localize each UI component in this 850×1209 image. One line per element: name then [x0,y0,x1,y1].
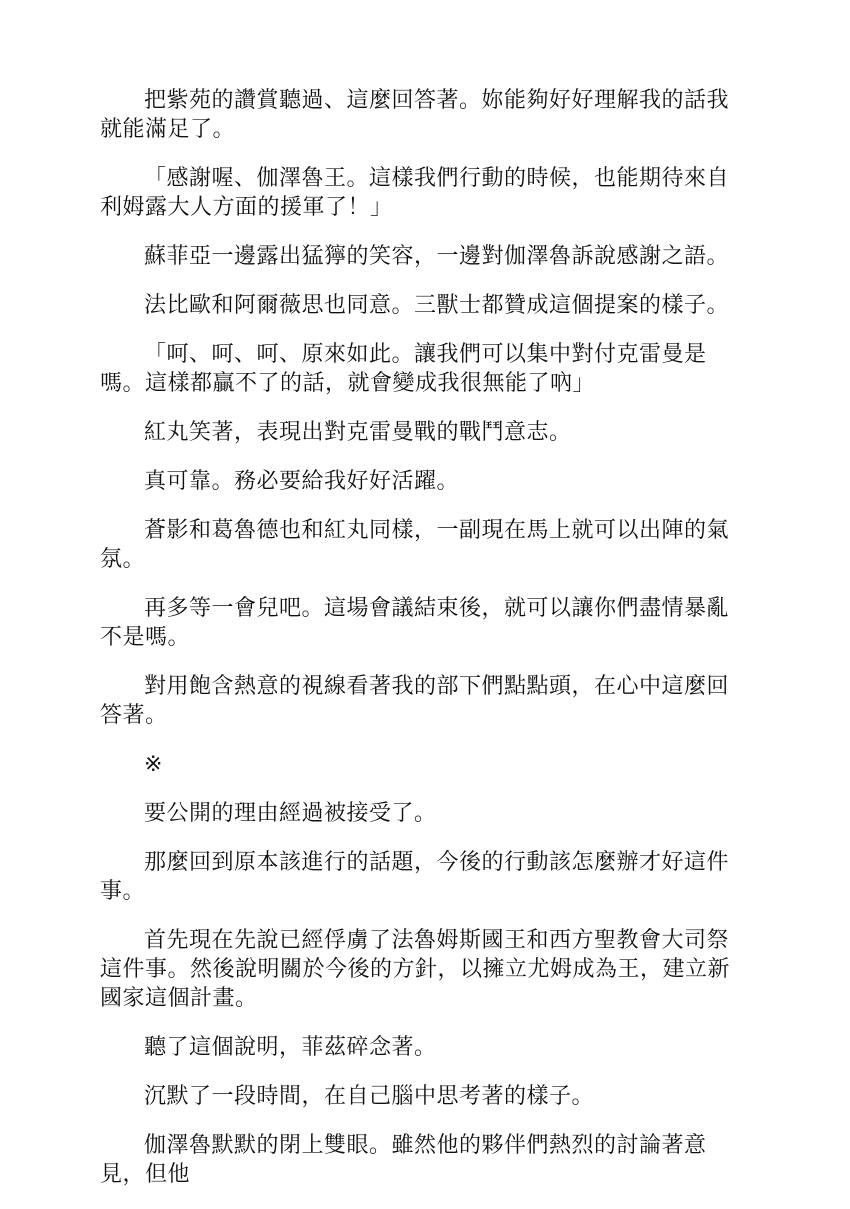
paragraph: 伽澤魯默默的閉上雙眼。雖然他的夥伴們熱烈的討論著意見，但他 [100,1133,707,1187]
paragraph: 對用飽含熱意的視線看著我的部下們點點頭，在心中這麼回答著。 [100,674,730,728]
paragraph: 再多等一會兒吧。這場會議結束後，就可以讓你們盡情暴亂不是嗎。 [100,596,730,650]
paragraph: 首先現在先說已經俘虜了法魯姆斯國王和西方聖教會大司祭這件事。然後說明關於今後的方針，以擁立尤姆成為王，建立新國家這個計畫。 [100,928,731,1011]
paragraph: 要公開的理由經過被接受了。 [144,801,437,826]
paragraph: 紅丸笑著，表現出對克雷曼戰的戰鬥意志。 [144,420,572,445]
paragraph: 「感謝喔、伽澤魯王。這樣我們行動的時候，也能期待來自利姆露大人方面的援軍了！」 [100,166,730,220]
paragraph: 蘇菲亞一邊露出猛獰的笑容，一邊對伽澤魯訴說感謝之語。 [144,244,730,269]
paragraph: 聽了這個說明，菲茲碎念著。 [144,1035,437,1060]
section-break-symbol: ※ [144,752,163,777]
paragraph: 把紫苑的讚賞聽過、這麼回答著。妳能夠好好理解我的話我就能滿足了。 [100,88,730,142]
body-text [100,86,750,1209]
paragraph: 「呵、呵、呵、原來如此。讓我們可以集中對付克雷曼是嗎。這樣都贏不了的話，就會變成我很無能了吶」 [100,342,707,396]
paragraph: 沉默了一段時間，在自己腦中思考著的樣子。 [144,1084,595,1109]
paragraph: 蒼影和葛魯德也和紅丸同樣，一副現在馬上就可以出陣的氣氛。 [100,518,730,572]
paragraph: 那麼回到原本該進行的話題，今後的行動該怎麼辦才好這件事。 [100,850,730,904]
paragraph: 法比歐和阿爾薇思也同意。三獸士都贊成這個提案的樣子。 [144,293,730,318]
paragraph: 真可靠。務必要給我好好活躍。 [144,469,460,494]
